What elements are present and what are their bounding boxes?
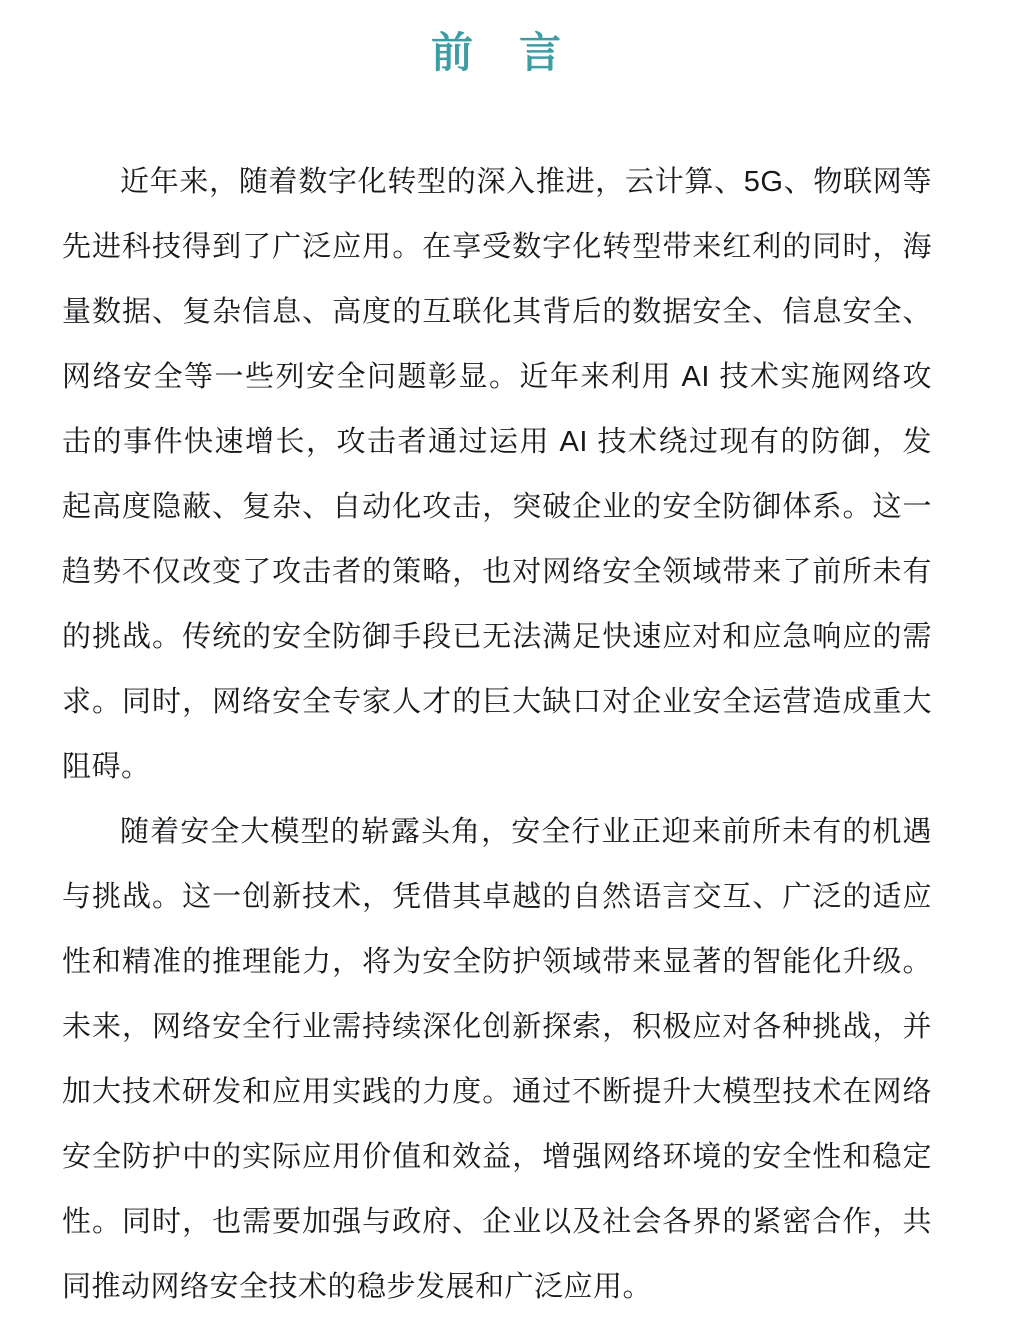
paragraph-2: 随着安全大模型的崭露头角，安全行业正迎来前所未有的机遇与挑战。这一创新技术，凭借其卓越的自然语言交互、广泛的适应性和精准的推理能力，将为安全防护领域带来显著的智能化升级。未来，网络安全行业需持续深化创新探索，积极应对各种挑战，并加大技术研发和应用实践的力度。通过不断提升大模型技术在网络安全防护中的实际应用价值和效益，增强网络环境的安全性和稳定性。同时，也需要加强与政府、企业以及社会各界的紧密合作，共同推动网络安全技术的稳步发展和广泛应用。 [62,816,932,1304]
page-title: 前 言 [430,29,563,76]
document-body [62,150,932,1320]
paragraph-1: 近年来，随着数字化转型的深入推进，云计算、5G、物联网等先进科技得到了广泛应用。在享受数字化转型带来红利的同时，海量数据、复杂信息、高度的互联化其背后的数据安全、信息安全、网络安全等一些列安全问题彰显。近年来利用 AI 技术实施网络攻击的事件快速增长，攻击者通过运用 AI 技术绕过现有的防御，发起高度隐蔽、复杂、自动化攻击，突破企业的安全防御体系。这一趋势不仅改变了攻击者的策略，也对网络安全领域带来了前所未有的挑战。传统的安全防御手段已无法满足快速应对和应急响应的需求。同时，网络安全专家人才的巨大缺口对企业安全运营造成重大阻碍。 [62,166,932,784]
